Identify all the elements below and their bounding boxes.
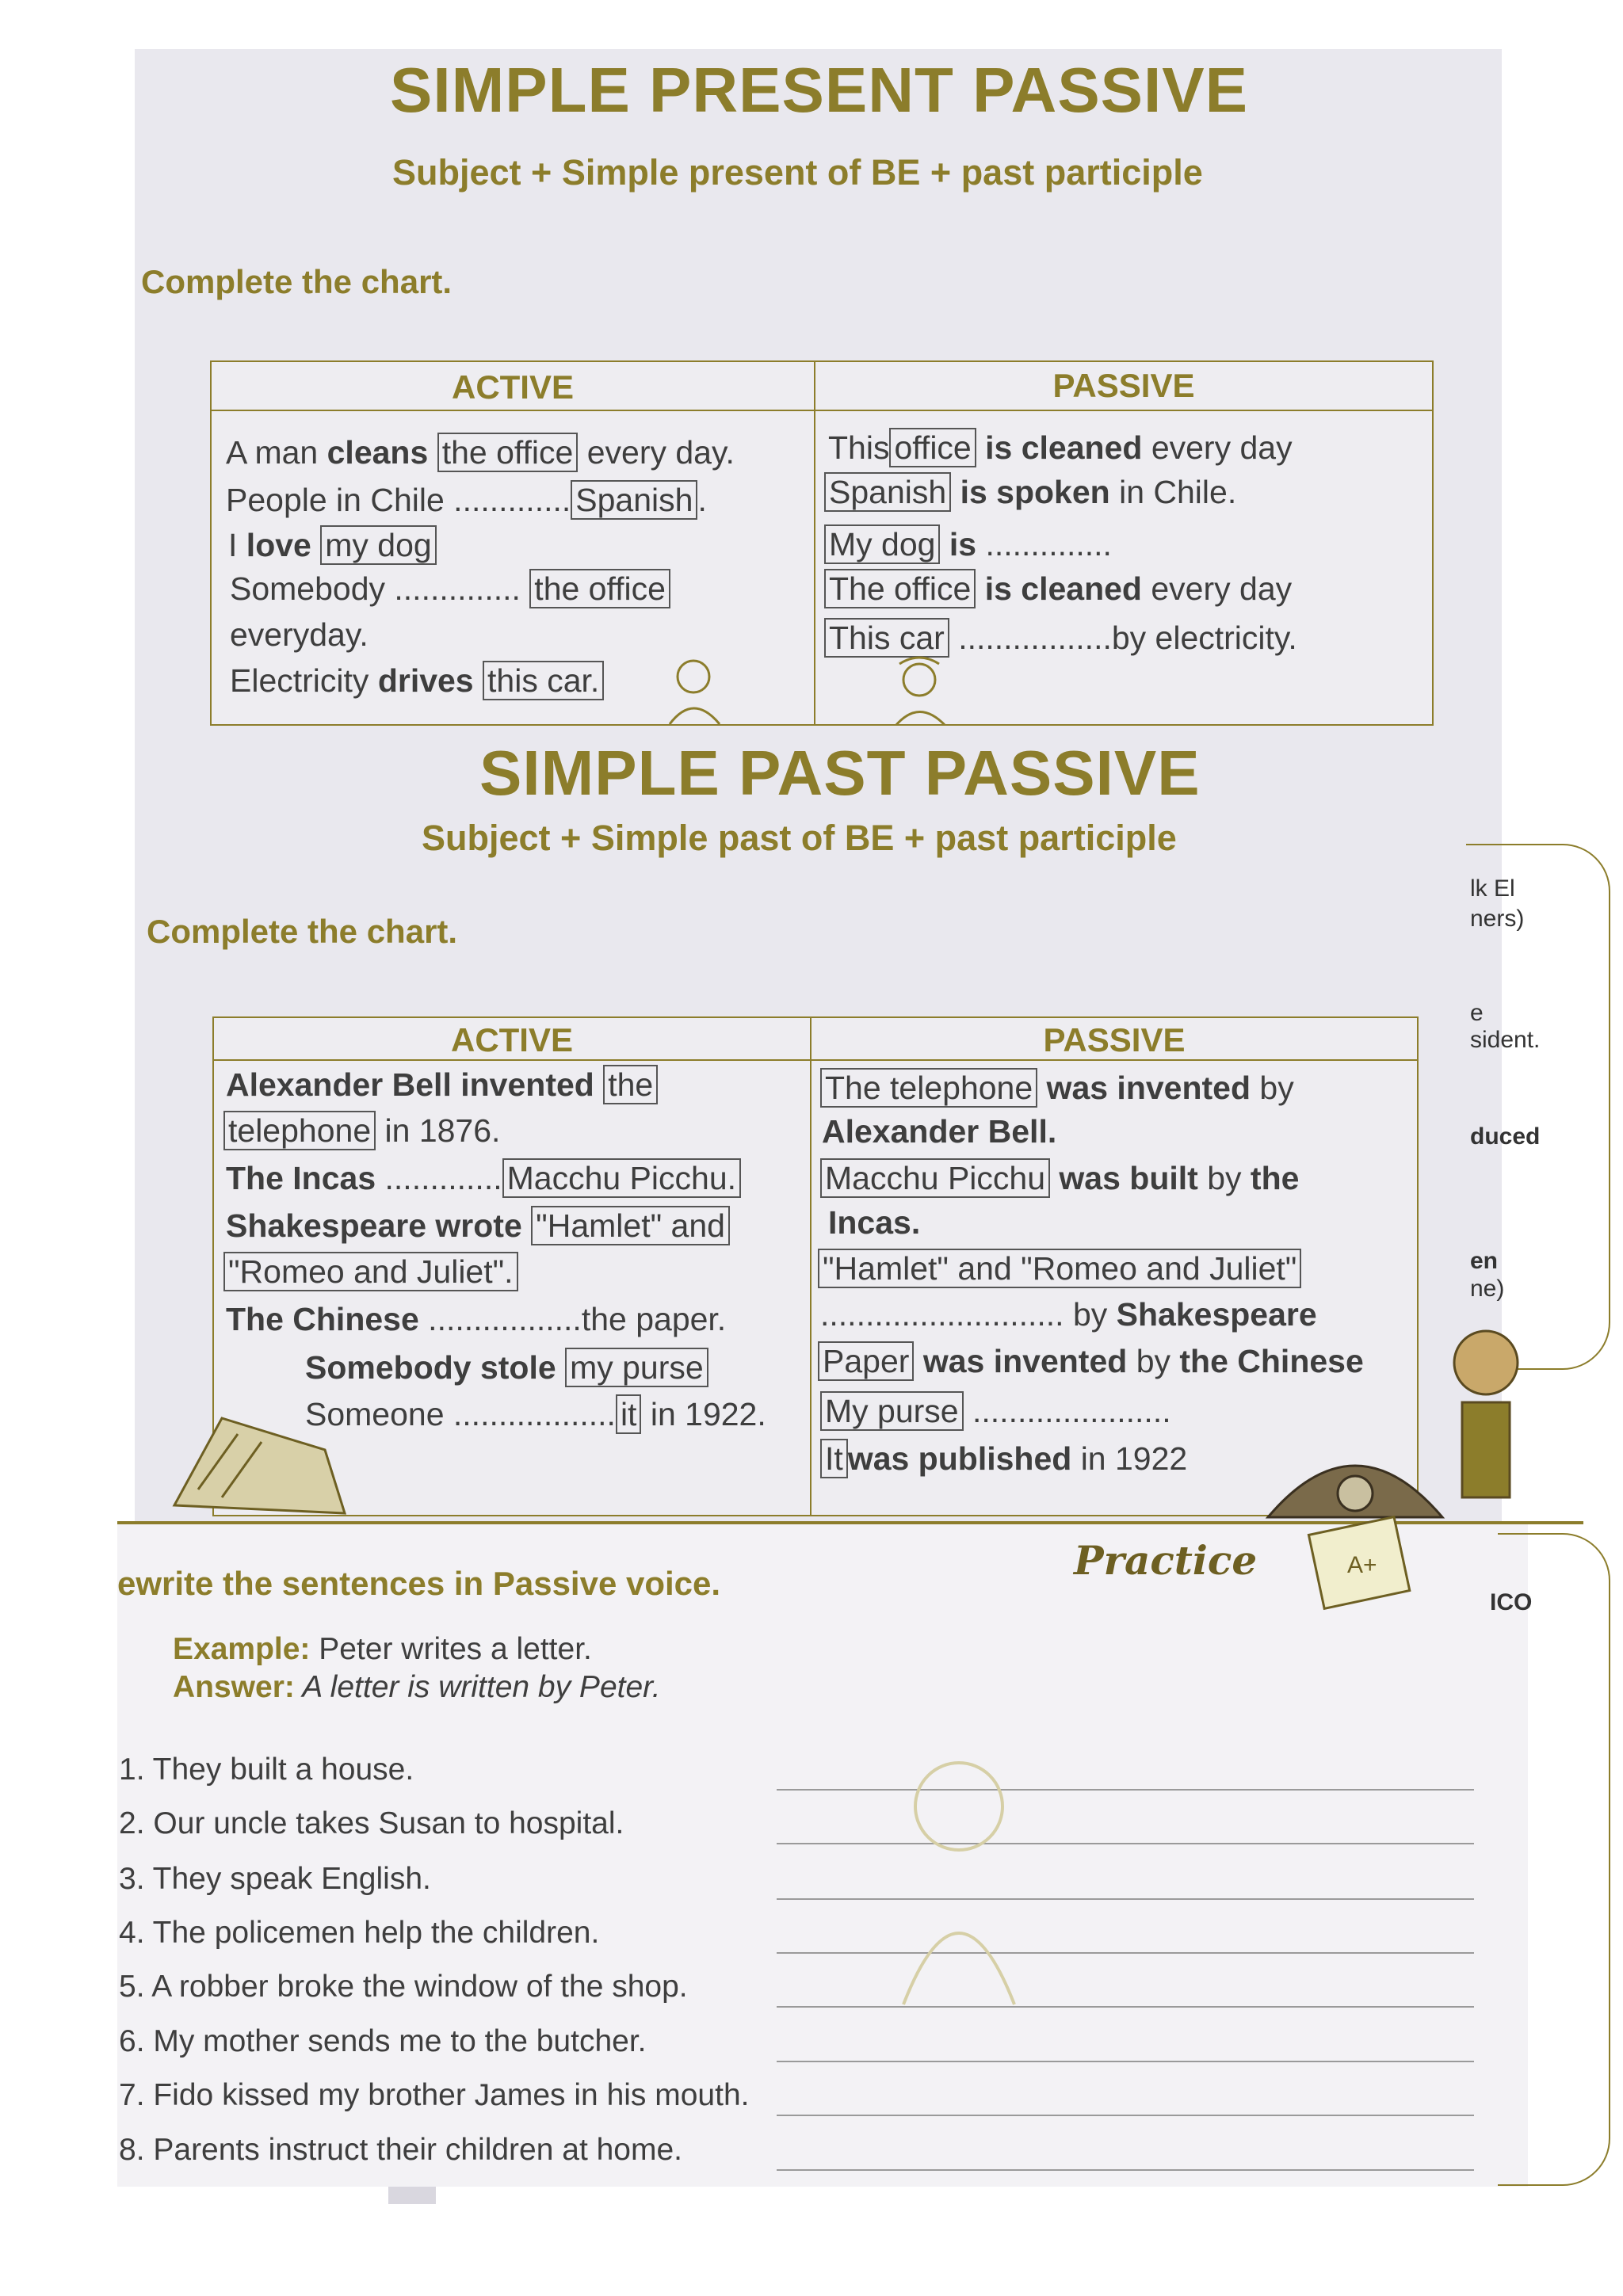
practice-mascot-icon: [1284, 1509, 1442, 1620]
man-illustration-icon: [658, 654, 729, 726]
side-fragment-1: lk El: [1470, 875, 1515, 902]
present-passive-line-2: Spanish is spoken in Chile.: [824, 474, 1236, 511]
paper-scroll-icon: [166, 1402, 349, 1521]
past-passive-line-2: Alexander Bell.: [822, 1113, 1057, 1150]
past-active-header: ACTIVE: [450, 1021, 573, 1058]
present-active-line-4: Somebody .............. the office: [230, 570, 670, 608]
practice-item-8: 8. Parents instruct their children at home.: [119, 2133, 683, 2167]
past-instruction: Complete the chart.: [147, 913, 458, 950]
practice-item-3: 3. They speak English.: [119, 1862, 431, 1896]
past-subtitle: Subject + Simple past of BE + past participle: [422, 818, 1177, 858]
side-fragment-2: ners): [1470, 906, 1525, 932]
past-passive-line-1: The telephone was invented by: [820, 1070, 1294, 1107]
past-title: SIMPLE PAST PASSIVE: [479, 738, 1201, 808]
present-instruction: Complete the chart.: [141, 263, 453, 300]
woman-illustration-icon: [884, 654, 955, 726]
present-subtitle: Subject + Simple present of BE + past participle: [392, 152, 1203, 193]
answer-line-7[interactable]: [777, 2115, 1474, 2116]
past-passive-line-5: "Hamlet" and "Romeo and Juliet": [818, 1250, 1301, 1287]
present-active-line-5: everyday.: [230, 616, 369, 653]
past-passive-line-7: Paper was invented by the Chinese: [818, 1343, 1364, 1380]
answer-line-8[interactable]: [777, 2169, 1474, 2171]
side-fragment-4: sident.: [1470, 1027, 1541, 1053]
present-passive-line-3: My dog is ..............: [824, 526, 1112, 563]
past-passive-line-9: It was published in 1922: [820, 1440, 1187, 1478]
past-active-line-7: Somebody stole my purse: [305, 1349, 708, 1386]
past-passive-line-4: Incas.: [828, 1204, 921, 1241]
example-line: Example: Peter writes a letter.: [173, 1632, 592, 1666]
svg-text:A+: A+: [1347, 1552, 1377, 1578]
practice-instruction: ewrite the sentences in Passive voice.: [117, 1565, 721, 1602]
past-active-line-1: Alexander Bell invented the: [226, 1066, 658, 1104]
practice-item-4: 4. The policemen help the children.: [119, 1916, 600, 1950]
practice-frame: [1498, 1533, 1610, 2186]
paper-edge: [388, 2187, 436, 2204]
present-passive-line-5: This car .................by electricity.: [824, 620, 1297, 657]
present-passive-header: PASSIVE: [1052, 367, 1195, 404]
past-passive-line-3: Macchu Picchu was built by the: [820, 1160, 1299, 1197]
answer-line: Answer: A letter is written by Peter.: [173, 1670, 661, 1704]
past-active-line-4: Shakespeare wrote "Hamlet" and: [226, 1207, 730, 1245]
present-passive-line-1: This office is cleaned every day: [828, 429, 1293, 466]
faded-boy-illustration-icon: [856, 1743, 1062, 2028]
practice-item-2: 2. Our uncle takes Susan to hospital.: [119, 1806, 624, 1840]
answer-line-6[interactable]: [777, 2061, 1474, 2062]
present-title: SIMPLE PRESENT PASSIVE: [390, 55, 1248, 125]
past-passive-line-8: My purse ......................: [820, 1393, 1171, 1430]
practice-item-1: 1. They built a house.: [119, 1753, 414, 1787]
present-active-header: ACTIVE: [451, 368, 574, 406]
practice-item-5: 5. A robber broke the window of the shop.: [119, 1970, 688, 2004]
past-active-line-2: telephone in 1876.: [223, 1112, 500, 1150]
practice-item-6: 6. My mother sends me to the butcher.: [119, 2024, 647, 2058]
practice-label: Practice: [1074, 1537, 1258, 1584]
side-fragment-8: ICO: [1490, 1589, 1533, 1615]
past-active-line-6: The Chinese .................the paper.: [226, 1301, 727, 1337]
past-active-line-8: Someone .................. it in 1922.: [305, 1396, 766, 1432]
present-active-line-6: Electricity drives this car.: [230, 662, 604, 700]
side-fragment-6: en: [1470, 1248, 1499, 1274]
present-active-line-2: People in Chile ............. Spanish .: [226, 482, 707, 518]
present-passive-line-4: The office is cleaned every day: [824, 570, 1292, 608]
past-active-line-3: The Incas ............. Macchu Picchu.: [226, 1160, 741, 1197]
cartoon-character-icon: [1442, 1315, 1529, 1521]
practice-item-7: 7. Fido kissed my brother James in his mouth.: [119, 2078, 750, 2112]
past-passive-line-6: ........................... by Shakespeare: [820, 1296, 1317, 1333]
past-passive-header: PASSIVE: [1043, 1021, 1186, 1058]
side-fragment-7: ne): [1470, 1276, 1505, 1302]
side-fragment-5: duced: [1470, 1123, 1541, 1150]
past-active-line-5: "Romeo and Juliet".: [223, 1253, 518, 1291]
present-active-line-3: I love my dog: [228, 527, 437, 564]
side-fragment-3: e: [1470, 1000, 1484, 1026]
present-active-line-1: A man cleans the office every day.: [226, 434, 735, 471]
